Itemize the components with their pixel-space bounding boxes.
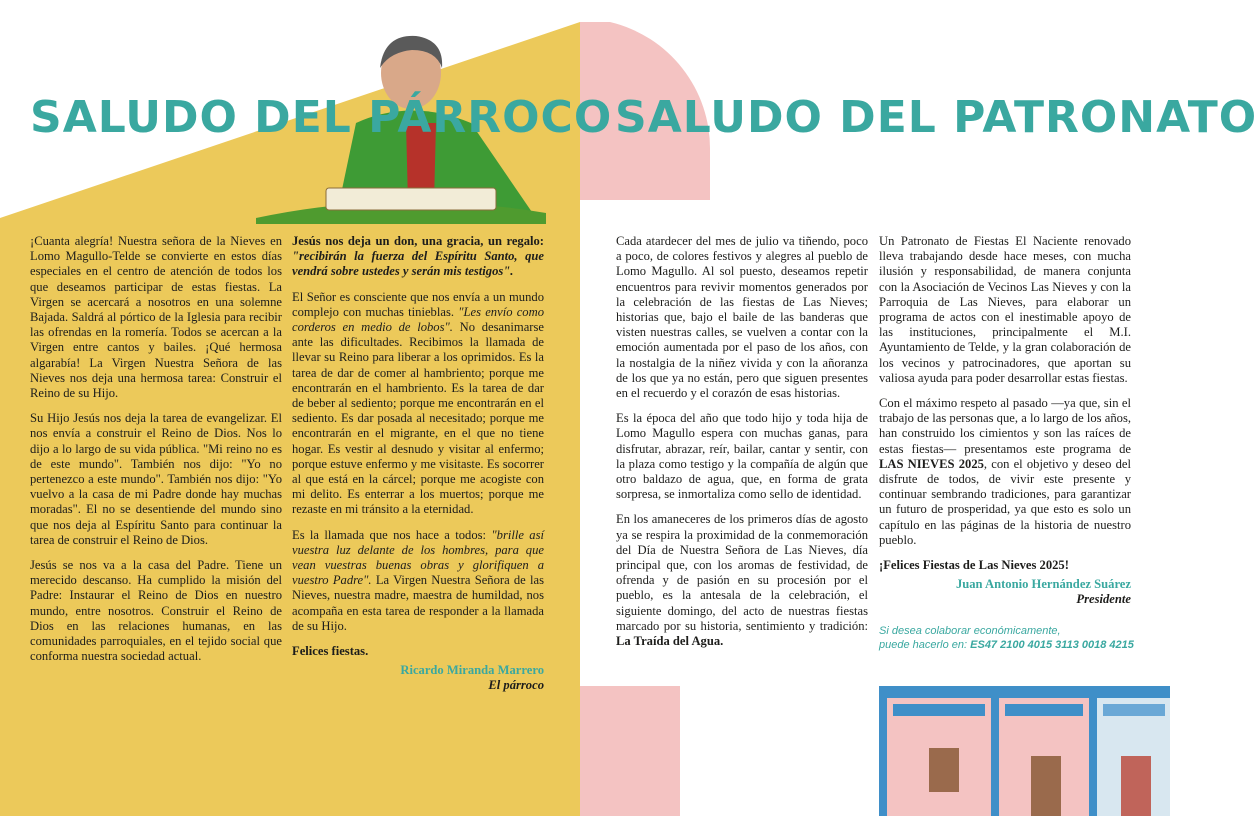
signature-role: El párroco	[488, 678, 544, 693]
page-title-parroco: SALUDO DEL PÁRROCO	[30, 92, 613, 143]
text: No desanimarse ante las dificultades. Recibimos la llamada de llevar su Reino para liberar a los oprimidos. Es la tarea de dar de comer al hambriento; porque me encontrarán en el hambriento. Es la tarea de dar de beber al sediento; porque me encontrarán en el sediento. Es dar posada al necesitado; porque me encontrarán en el migrante, en el que no tiene hogar. Es vestir al desnudo y visitar al enfermo; porque estuve enfermo y me visitaste. Es socorrer al que está en la cárcel; porque me acogiste con mi delito. Es enterrar a los muertos; porque me rezaste en mi tránsito a la eternidad.	[292, 320, 544, 517]
closing-text: ¡Felices Fiestas de Las Nieves 2025!	[879, 558, 1069, 573]
paragraph: ¡Cuanta alegría! Nuestra señora de la Nieves en Lomo Magullo-Telde se convierte en estos días especiales en el centro de atención de todos los que deseamos participar de estas fiestas. La Virgen se acercará a nosotros en una solemne Bajada. Saldrá al pórtico de la Iglesia para recibir las ofrendas en la romería. Todos se acercan a la Virgen entre cantos y bailes. ¡Qué hermosa algarabía! La Virgen Nuestra Señora de las Nieves nos deja una hermosa tarea: Construir el Reino de su Hijo.	[30, 234, 282, 401]
bold-text: La Traída del Agua.	[616, 634, 724, 649]
paragraph	[292, 234, 544, 280]
paragraph: Jesús se nos va a la casa del Padre. Tiene un merecido descanso. Ha cumplido la misión del Padre: Instaurar el Reino de Dios en nuestro mundo, entre nosotros. Construir el Reino de Dios en las relaciones humanas, en las comunidades parroquiales, en el tejido social que conforma nuestra sociedad actual.	[30, 558, 282, 664]
door	[929, 748, 959, 792]
page-title-patronato: SALUDO DEL PATRONATO	[615, 92, 1257, 143]
text: Es la llamada que nos hace a todos:	[292, 527, 487, 542]
signature-role: Presidente	[1076, 592, 1131, 607]
pink-arch-bottom	[580, 686, 680, 816]
signature-name: Ricardo Miranda Marrero	[400, 663, 544, 678]
bold-text: LAS NIEVES 2025	[879, 456, 984, 471]
houses-illustration	[879, 686, 1170, 816]
paragraph: Es la época del año que todo hijo y toda hija de Lomo Magullo espera con muchas ganas, para disfrutar, abrazar, reír, bailar, cantar y sentir, con la plaza como testigo y la compañía de algún que otro baldazo de agua, que, en forma de grata sorpresa, se inmortaliza como sello de identidad.	[616, 411, 868, 502]
quote-text: "recibirán la fuerza del Espíritu Santo, que vendrá sobre ustedes y serán mis testigos".	[292, 249, 544, 279]
paragraph: Cada atardecer del mes de julio va tiñendo, poco a poco, de colores festivos y alegres al pueblo de Lomo Magullo. Al sol puesto, deseamos repetir encuentros para revivir momentos generados por la celebración de las fiestas de Las Nieves; historias que, bajo el baile de las banderas que visten nuestras calles, se vuelven a contar con la emoción aumentada por el paso de los años, con la nostalgia de la niñez vivida y con la añoranza de los que ya no están, pero que siguen presentes en el recuerdo y el corazón de esas historias.	[616, 234, 868, 401]
quote-text: "brille así vuestra luz delante de los hombres, para que vean vuestras buenas obras y glorifiquen a vuestro Padre".	[292, 527, 544, 588]
signature-name: Juan Antonio Hernández Suárez	[955, 577, 1131, 592]
text: El Señor es consciente que nos envía a un mundo complejo con muchas tinieblas.	[292, 289, 544, 319]
donation-note	[879, 624, 1149, 652]
patronato-column-1	[616, 234, 868, 659]
parroco-column-1	[30, 234, 282, 674]
paragraph	[616, 512, 868, 649]
parroco-column-2	[292, 234, 544, 694]
paragraph	[879, 396, 1131, 548]
paragraph	[292, 290, 544, 518]
text: , con el objetivo y deseo del disfrute de todos, de vivir este presente y continuar sembrando tradiciones, para garantizar un futuro de prosperidad, ya que esto es solo un capítulo en las páginas de la historia de nuestro pueblo.	[879, 456, 1131, 547]
closing-text: Felices fiestas.	[292, 644, 369, 659]
patronato-column-2	[879, 234, 1131, 608]
paragraph	[292, 528, 544, 634]
paragraph: Su Hijo Jesús nos deja la tarea de evangelizar. El nos envía a construir el Reino de Dios. Nos lo dijo a lo largo de su vida pública. "Mi reino no es de este mundo". También nos dijo: "Yo no pertenezco a este mundo". También nos dijo: "Yo vuelvo a la casa de mi Padre donde hay muchas moradas". El no se desentiende del mundo sino que nos deja al Espíritu Santo para continuar la tarea de construir el Reino de Dios.	[30, 411, 282, 547]
text: La Virgen Nuestra Señora de las Nieves, nuestra madre, maestra de humildad, nos acompaña en esta tarea de responder a la llamada de su Hijo.	[292, 573, 544, 633]
iban: ES47 2100 4015 3113 0018 4215	[970, 639, 1134, 651]
donation-line: Si desea colaborar económicamente,	[879, 625, 1061, 637]
bold-text: Jesús nos deja un don, una gracia, un regalo:	[292, 234, 544, 248]
door	[1121, 756, 1151, 816]
text: En los amaneceres de los primeros días de agosto ya se respira la proximidad de la conmemoración del Día de Nuestra Señora de Las Nieves, día principal que, con los aromas de festividad, de ofrenda y de pasión en su procesión por el pueblo, es la antesala de la celebración, el siguiente domingo, del acto de nuestras fiestas marcado por su historia, sentimiento y tradición:	[616, 512, 868, 633]
door	[1031, 756, 1061, 816]
text: Con el máximo respeto al pasado —ya que, sin el trabajo de las personas que, a lo largo de los años, han construido los cimientos y son las raíces de estas fiestas— presentamos este programa de	[879, 396, 1131, 456]
open-book	[326, 188, 496, 210]
donation-line: puede hacerlo en: ES47 2100 4015 3113 0018 4215	[879, 639, 1134, 651]
quote-text: "Les envío como corderos en medio de lobos".	[292, 304, 544, 335]
paragraph: Un Patronato de Fiestas El Naciente renovado lleva trabajando desde hace meses, con mucha ilusión y responsabilidad, de manera conjunta con la Asociación de Vecinos Las Nieves y con la Parroquia de Las Nieves, para elaborar un programa de actos con el inestimable apoyo de las instituciones, principalmente el M.I. Ayuntamiento de Telde, y la gran colaboración de los vecinos y patrocinadores, que aportan su valiosa ayuda para poder desarrollar estas fiestas.	[879, 234, 1131, 385]
